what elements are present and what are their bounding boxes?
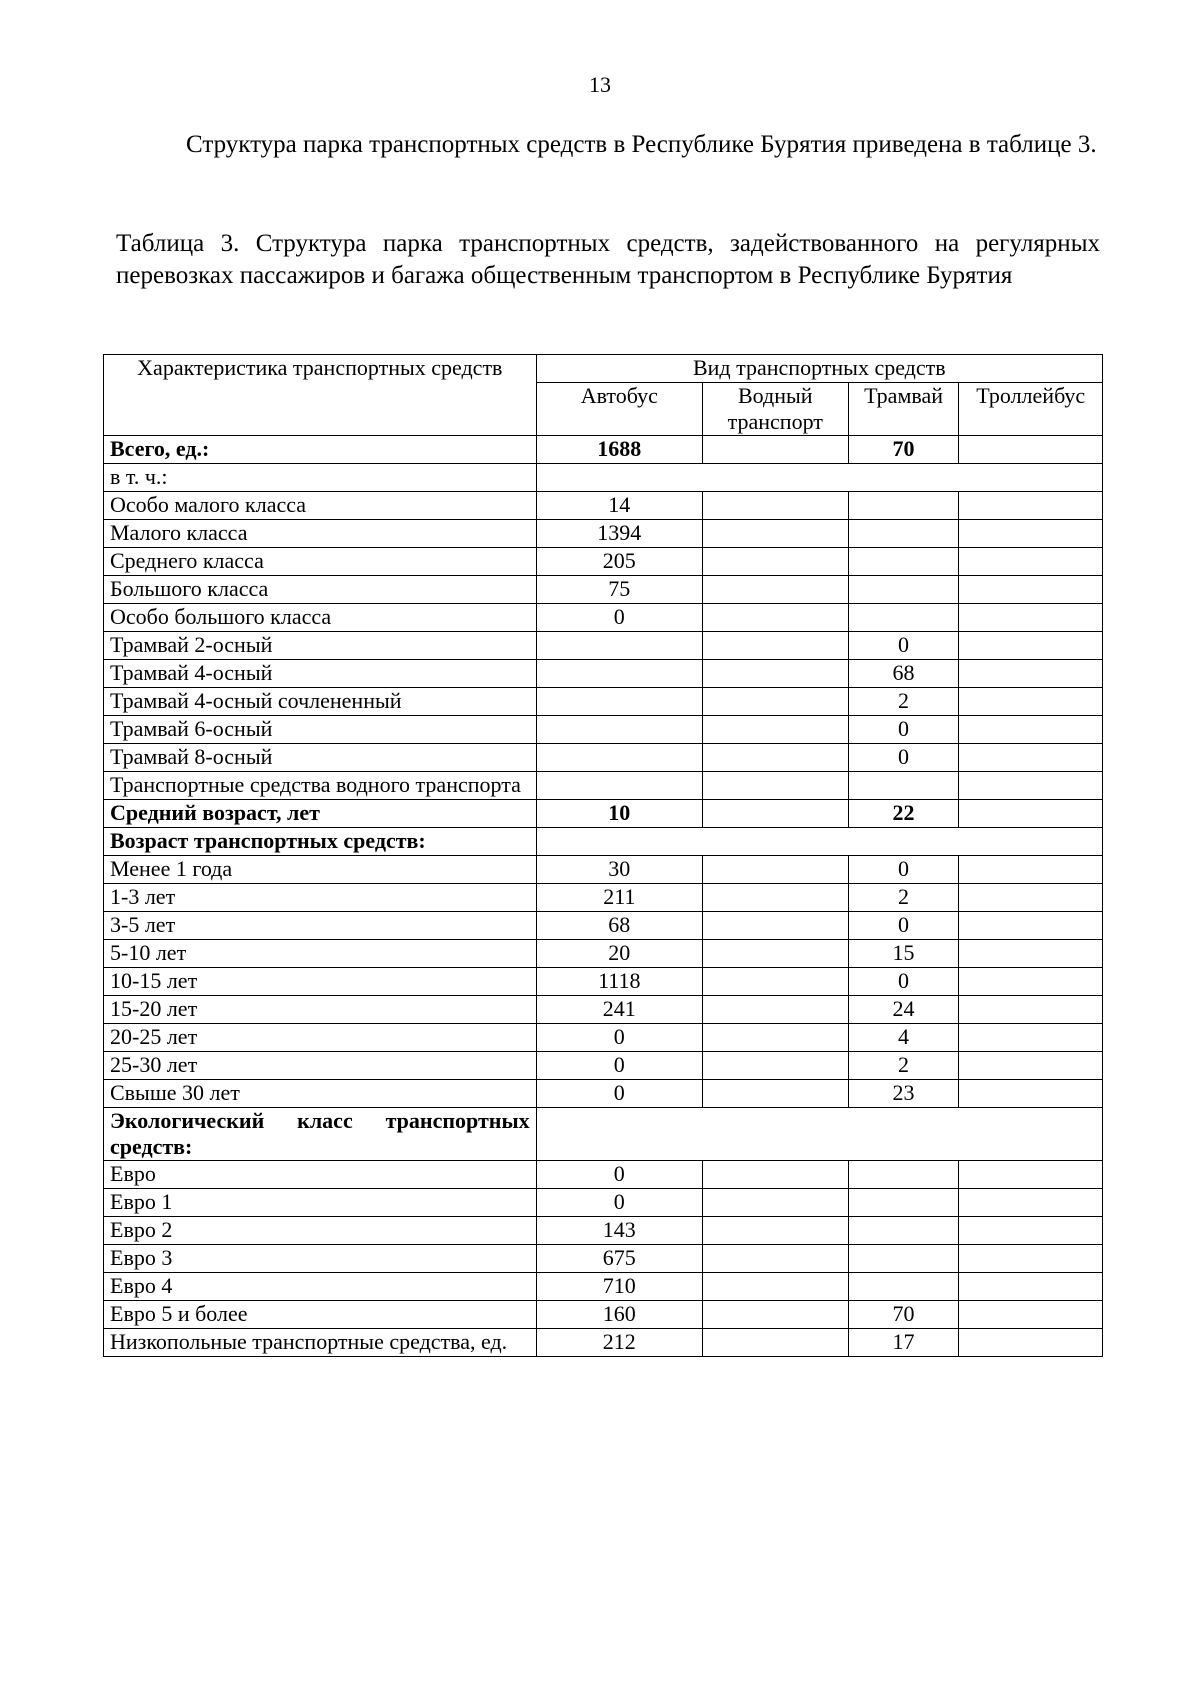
row-label: Малого класса <box>104 520 537 548</box>
cell-bus <box>536 688 702 716</box>
cell-bus: 160 <box>536 1301 702 1329</box>
table-row <box>104 800 1103 828</box>
row-label: Особо малого класса <box>104 492 537 520</box>
cell-water <box>702 1189 848 1217</box>
cell-trolleybus <box>959 436 1103 464</box>
cell-tram: 70 <box>848 436 959 464</box>
row-label: Особо большого класса <box>104 604 537 632</box>
cell-water <box>702 436 848 464</box>
table-row <box>104 1245 1103 1273</box>
cell-bus: 241 <box>536 996 702 1024</box>
table-row <box>104 576 1103 604</box>
cell-tram <box>848 1217 959 1245</box>
cell-bus: 0 <box>536 1052 702 1080</box>
cell-bus: 20 <box>536 940 702 968</box>
cell-water <box>702 660 848 688</box>
cell-bus: 143 <box>536 1217 702 1245</box>
row-label: Свыше 30 лет <box>104 1080 537 1108</box>
cell-tram: 0 <box>848 744 959 772</box>
table-row <box>104 1108 1103 1161</box>
cell-tram: 23 <box>848 1080 959 1108</box>
row-label: Всего, ед.: <box>104 436 537 464</box>
header-tram: Трамвай <box>848 383 959 436</box>
row-label: Менее 1 года <box>104 856 537 884</box>
row-label: Транспортные средства водного транспорта <box>104 772 537 800</box>
cell-bus: 1118 <box>536 968 702 996</box>
cell-bus: 10 <box>536 800 702 828</box>
cell-tram <box>848 604 959 632</box>
cell-water <box>702 968 848 996</box>
row-label: Евро 3 <box>104 1245 537 1273</box>
cell-tram <box>848 548 959 576</box>
table-row <box>104 632 1103 660</box>
table-row <box>104 996 1103 1024</box>
merged-empty-cell <box>536 464 1102 492</box>
header-water: Водный транспорт <box>702 383 848 436</box>
cell-water <box>702 1052 848 1080</box>
cell-bus: 75 <box>536 576 702 604</box>
cell-trolleybus <box>959 716 1103 744</box>
cell-trolleybus <box>959 660 1103 688</box>
cell-bus <box>536 660 702 688</box>
cell-trolleybus <box>959 772 1103 800</box>
cell-water <box>702 716 848 744</box>
cell-water <box>702 1329 848 1357</box>
table-row <box>104 604 1103 632</box>
cell-water <box>702 492 848 520</box>
cell-trolleybus <box>959 1273 1103 1301</box>
cell-water <box>702 688 848 716</box>
cell-bus: 1394 <box>536 520 702 548</box>
cell-tram: 70 <box>848 1301 959 1329</box>
cell-tram: 2 <box>848 1052 959 1080</box>
table-row <box>104 1273 1103 1301</box>
row-label: Евро 1 <box>104 1189 537 1217</box>
cell-tram: 0 <box>848 912 959 940</box>
table-row <box>104 464 1103 492</box>
cell-tram: 0 <box>848 968 959 996</box>
cell-tram <box>848 520 959 548</box>
cell-trolleybus <box>959 1024 1103 1052</box>
cell-water <box>702 744 848 772</box>
table-row <box>104 1052 1103 1080</box>
cell-trolleybus <box>959 688 1103 716</box>
table-row <box>104 716 1103 744</box>
cell-bus: 1688 <box>536 436 702 464</box>
row-label: Трамвай 4-осный сочлененный <box>104 688 537 716</box>
cell-bus: 205 <box>536 548 702 576</box>
cell-water <box>702 800 848 828</box>
table-row <box>104 856 1103 884</box>
row-label: Трамвай 2-осный <box>104 632 537 660</box>
row-label: Евро <box>104 1161 537 1189</box>
cell-tram: 17 <box>848 1329 959 1357</box>
cell-water <box>702 940 848 968</box>
cell-water <box>702 1161 848 1189</box>
cell-water <box>702 996 848 1024</box>
cell-trolleybus <box>959 1329 1103 1357</box>
cell-tram <box>848 492 959 520</box>
cell-trolleybus <box>959 1245 1103 1273</box>
row-label: 15-20 лет <box>104 996 537 1024</box>
cell-bus <box>536 744 702 772</box>
cell-trolleybus <box>959 1080 1103 1108</box>
cell-water <box>702 1245 848 1273</box>
table-row <box>104 1161 1103 1189</box>
cell-water <box>702 604 848 632</box>
cell-bus: 0 <box>536 1080 702 1108</box>
cell-trolleybus <box>959 576 1103 604</box>
cell-water <box>702 856 848 884</box>
row-label: 20-25 лет <box>104 1024 537 1052</box>
cell-water <box>702 1080 848 1108</box>
header-bus: Автобус <box>536 383 702 436</box>
row-label: Низкопольные транспортные средства, ед. <box>104 1329 537 1357</box>
cell-tram: 15 <box>848 940 959 968</box>
cell-bus: 211 <box>536 884 702 912</box>
cell-tram: 0 <box>848 856 959 884</box>
table-row <box>104 688 1103 716</box>
cell-trolleybus <box>959 744 1103 772</box>
cell-tram: 24 <box>848 996 959 1024</box>
cell-bus: 0 <box>536 1161 702 1189</box>
cell-bus: 212 <box>536 1329 702 1357</box>
vehicle-fleet-table <box>103 354 1103 1357</box>
cell-trolleybus <box>959 968 1103 996</box>
cell-tram <box>848 1161 959 1189</box>
page-number: 13 <box>589 72 611 97</box>
cell-water <box>702 912 848 940</box>
cell-water <box>702 548 848 576</box>
table-row <box>104 912 1103 940</box>
cell-trolleybus <box>959 940 1103 968</box>
cell-trolleybus <box>959 1301 1103 1329</box>
cell-trolleybus <box>959 632 1103 660</box>
cell-trolleybus <box>959 800 1103 828</box>
cell-trolleybus <box>959 1189 1103 1217</box>
cell-tram: 2 <box>848 884 959 912</box>
cell-tram: 0 <box>848 716 959 744</box>
table-row <box>104 744 1103 772</box>
row-label: Трамвай 6-осный <box>104 716 537 744</box>
cell-bus: 0 <box>536 1189 702 1217</box>
cell-bus: 30 <box>536 856 702 884</box>
cell-tram: 22 <box>848 800 959 828</box>
cell-water <box>702 1024 848 1052</box>
cell-tram <box>848 1273 959 1301</box>
cell-bus: 0 <box>536 1024 702 1052</box>
table-row <box>104 436 1103 464</box>
cell-trolleybus <box>959 604 1103 632</box>
cell-water <box>702 576 848 604</box>
row-label: Большого класса <box>104 576 537 604</box>
cell-trolleybus <box>959 548 1103 576</box>
row-label: Евро 2 <box>104 1217 537 1245</box>
table-row <box>104 660 1103 688</box>
cell-trolleybus <box>959 912 1103 940</box>
table-row <box>104 940 1103 968</box>
row-label: 25-30 лет <box>104 1052 537 1080</box>
table-row <box>104 1301 1103 1329</box>
cell-bus: 14 <box>536 492 702 520</box>
table-row <box>104 828 1103 856</box>
cell-trolleybus <box>959 1161 1103 1189</box>
cell-tram: 68 <box>848 660 959 688</box>
row-label: 10-15 лет <box>104 968 537 996</box>
cell-trolleybus <box>959 996 1103 1024</box>
header-characteristic: Характеристика транспортных средств <box>104 355 537 436</box>
row-label: Среднего класса <box>104 548 537 576</box>
cell-water <box>702 1301 848 1329</box>
cell-trolleybus <box>959 1052 1103 1080</box>
cell-trolleybus <box>959 520 1103 548</box>
cell-tram: 2 <box>848 688 959 716</box>
table-row <box>104 1189 1103 1217</box>
cell-tram <box>848 576 959 604</box>
cell-tram <box>848 772 959 800</box>
cell-water <box>702 632 848 660</box>
row-label: 5-10 лет <box>104 940 537 968</box>
intro-paragraph: Структура парка транспортных средств в Республике Бурятия приведена в таблице 3. <box>186 131 1097 158</box>
row-label: Трамвай 4-осный <box>104 660 537 688</box>
table-row <box>104 492 1103 520</box>
cell-tram: 0 <box>848 632 959 660</box>
row-label: 1-3 лет <box>104 884 537 912</box>
row-label: в т. ч.: <box>104 464 537 492</box>
header-row <box>104 355 1103 383</box>
row-label: 3-5 лет <box>104 912 537 940</box>
cell-water <box>702 772 848 800</box>
table-row <box>104 772 1103 800</box>
merged-empty-cell <box>536 1108 1102 1161</box>
cell-bus: 710 <box>536 1273 702 1301</box>
cell-trolleybus <box>959 492 1103 520</box>
cell-bus: 0 <box>536 604 702 632</box>
cell-water <box>702 1273 848 1301</box>
row-label: Возраст транспортных средств: <box>104 828 537 856</box>
table-row <box>104 968 1103 996</box>
cell-tram <box>848 1245 959 1273</box>
cell-tram <box>848 1189 959 1217</box>
table-row <box>104 1329 1103 1357</box>
row-label: Евро 4 <box>104 1273 537 1301</box>
header-trolleybus: Троллейбус <box>959 383 1103 436</box>
table-caption: Таблица 3. Структура парка транспортных средств, задействованного на регулярных перевозках пассажиров и багажа общественным транспортом в Республике Бурятия <box>116 230 1100 289</box>
table-row <box>104 1217 1103 1245</box>
cell-tram: 4 <box>848 1024 959 1052</box>
row-label: Трамвай 8-осный <box>104 744 537 772</box>
merged-empty-cell <box>536 828 1102 856</box>
table-row <box>104 548 1103 576</box>
row-label: Экологический класс транспортных средств: <box>104 1108 537 1161</box>
table-row <box>104 1080 1103 1108</box>
cell-trolleybus <box>959 1217 1103 1245</box>
cell-water <box>702 520 848 548</box>
table-row <box>104 520 1103 548</box>
cell-bus: 68 <box>536 912 702 940</box>
cell-water <box>702 884 848 912</box>
header-vehicle-type: Вид транспортных средств <box>536 355 1102 383</box>
cell-water <box>702 1217 848 1245</box>
row-label: Средний возраст, лет <box>104 800 537 828</box>
cell-bus <box>536 632 702 660</box>
cell-bus: 675 <box>536 1245 702 1273</box>
cell-bus <box>536 772 702 800</box>
table-row <box>104 884 1103 912</box>
table-row <box>104 1024 1103 1052</box>
cell-bus <box>536 716 702 744</box>
row-label: Евро 5 и более <box>104 1301 537 1329</box>
cell-trolleybus <box>959 884 1103 912</box>
cell-trolleybus <box>959 856 1103 884</box>
